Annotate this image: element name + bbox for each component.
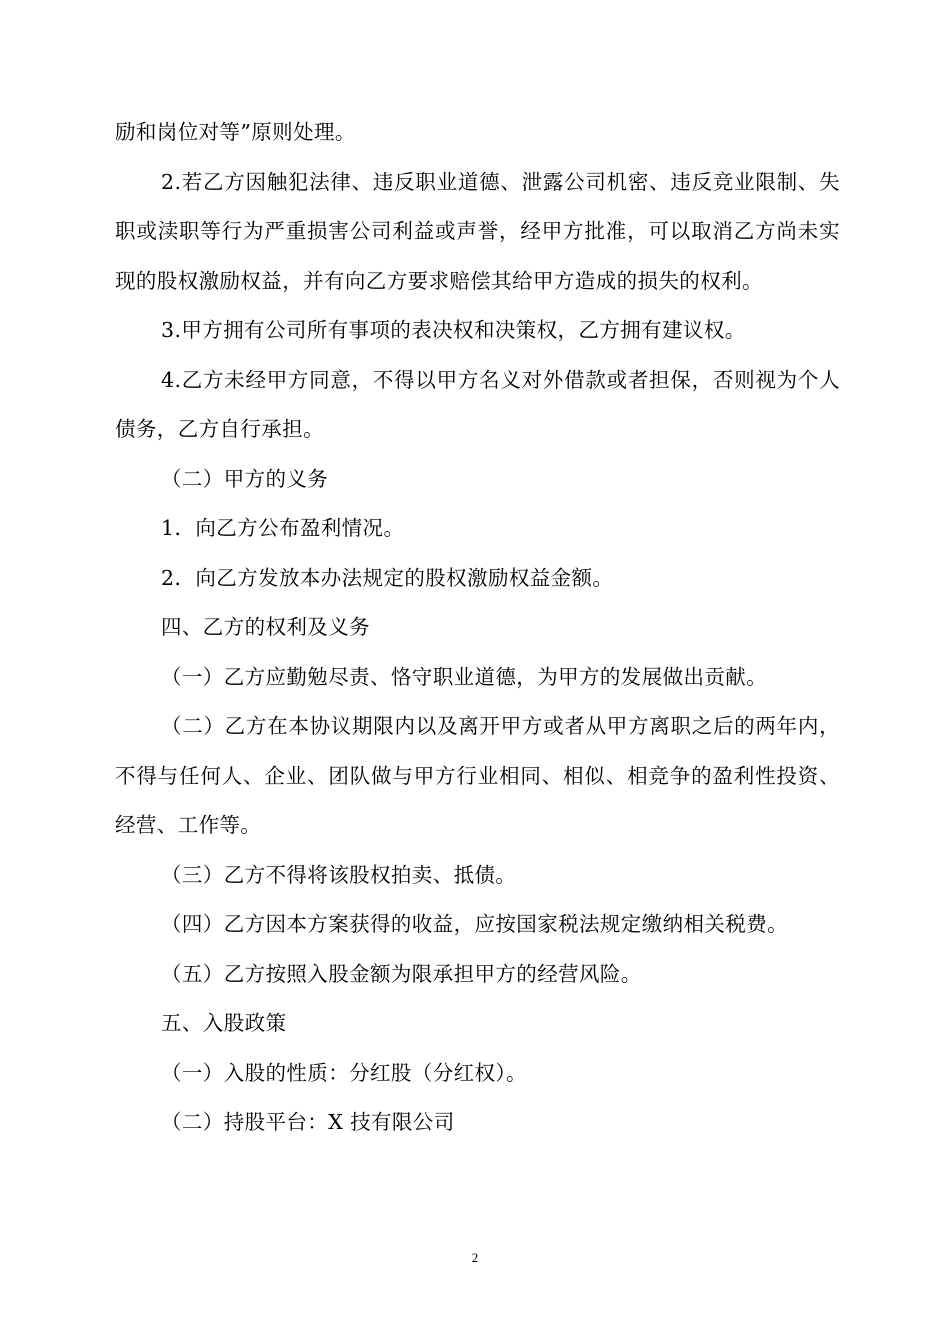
document-body xyxy=(115,108,840,1148)
page-number: 2 xyxy=(471,1250,479,1265)
paragraph-obligation-1: 1．向乙方公布盈利情况。 xyxy=(161,516,405,540)
heading-section-5: 五、入股政策 xyxy=(161,1011,287,1035)
paragraph-continuation: 励和岗位对等”原则处理。 xyxy=(115,120,356,144)
paragraph-clause-3: 3.甲方拥有公司所有事项的表决权和决策权，乙方拥有建议权。 xyxy=(161,318,746,342)
paragraph-holding-platform: （二）持股平台：X 技有限公司 xyxy=(161,1110,455,1134)
paragraph-item-1: （一）乙方应勤勉尽责、恪守职业道德，为甲方的发展做出贡献。 xyxy=(161,664,768,689)
paragraph-share-nature: （一）入股的性质：分红股（分红权）。 xyxy=(161,1060,527,1085)
paragraph-item-4: （四）乙方因本方案获得的收益，应按国家税法规定缴纳相关税费。 xyxy=(161,912,788,936)
paragraph-clause-4: 4.乙方未经甲方同意，不得以甲方名义对外借款或者担保，否则视为个人债务，乙方自行承担。 xyxy=(115,367,840,441)
paragraph-item-3: （三）乙方不得将该股权拍卖、抵债。 xyxy=(161,862,517,887)
paragraph-clause-2: 2.若乙方因触犯法律、违反职业道德、泄露公司机密、违反竞业限制、失职或渎职等行为严重损害公司利益或声誉，经甲方批准，可以取消乙方尚未实现的股权激励权益，并有向乙方要求赔偿其给甲方造成的损失的权利。 xyxy=(115,169,840,293)
subheading-party-a-obligations: （二）甲方的义务 xyxy=(161,466,329,491)
paragraph-item-5: （五）乙方按照入股金额为限承担甲方的经营风险。 xyxy=(161,961,642,986)
paragraph-obligation-2: 2．向乙方发放本办法规定的股权激励权益金额。 xyxy=(161,565,614,590)
paragraph-item-2: （二）乙方在本协议期限内以及离开甲方或者从甲方离职之后的两年内，不得与任何人、企业、团队做与甲方行业相同、相似、相竞争的盈利性投资、经营、工作等。 xyxy=(115,714,840,837)
heading-section-4: 四、乙方的权利及义务 xyxy=(161,615,370,639)
